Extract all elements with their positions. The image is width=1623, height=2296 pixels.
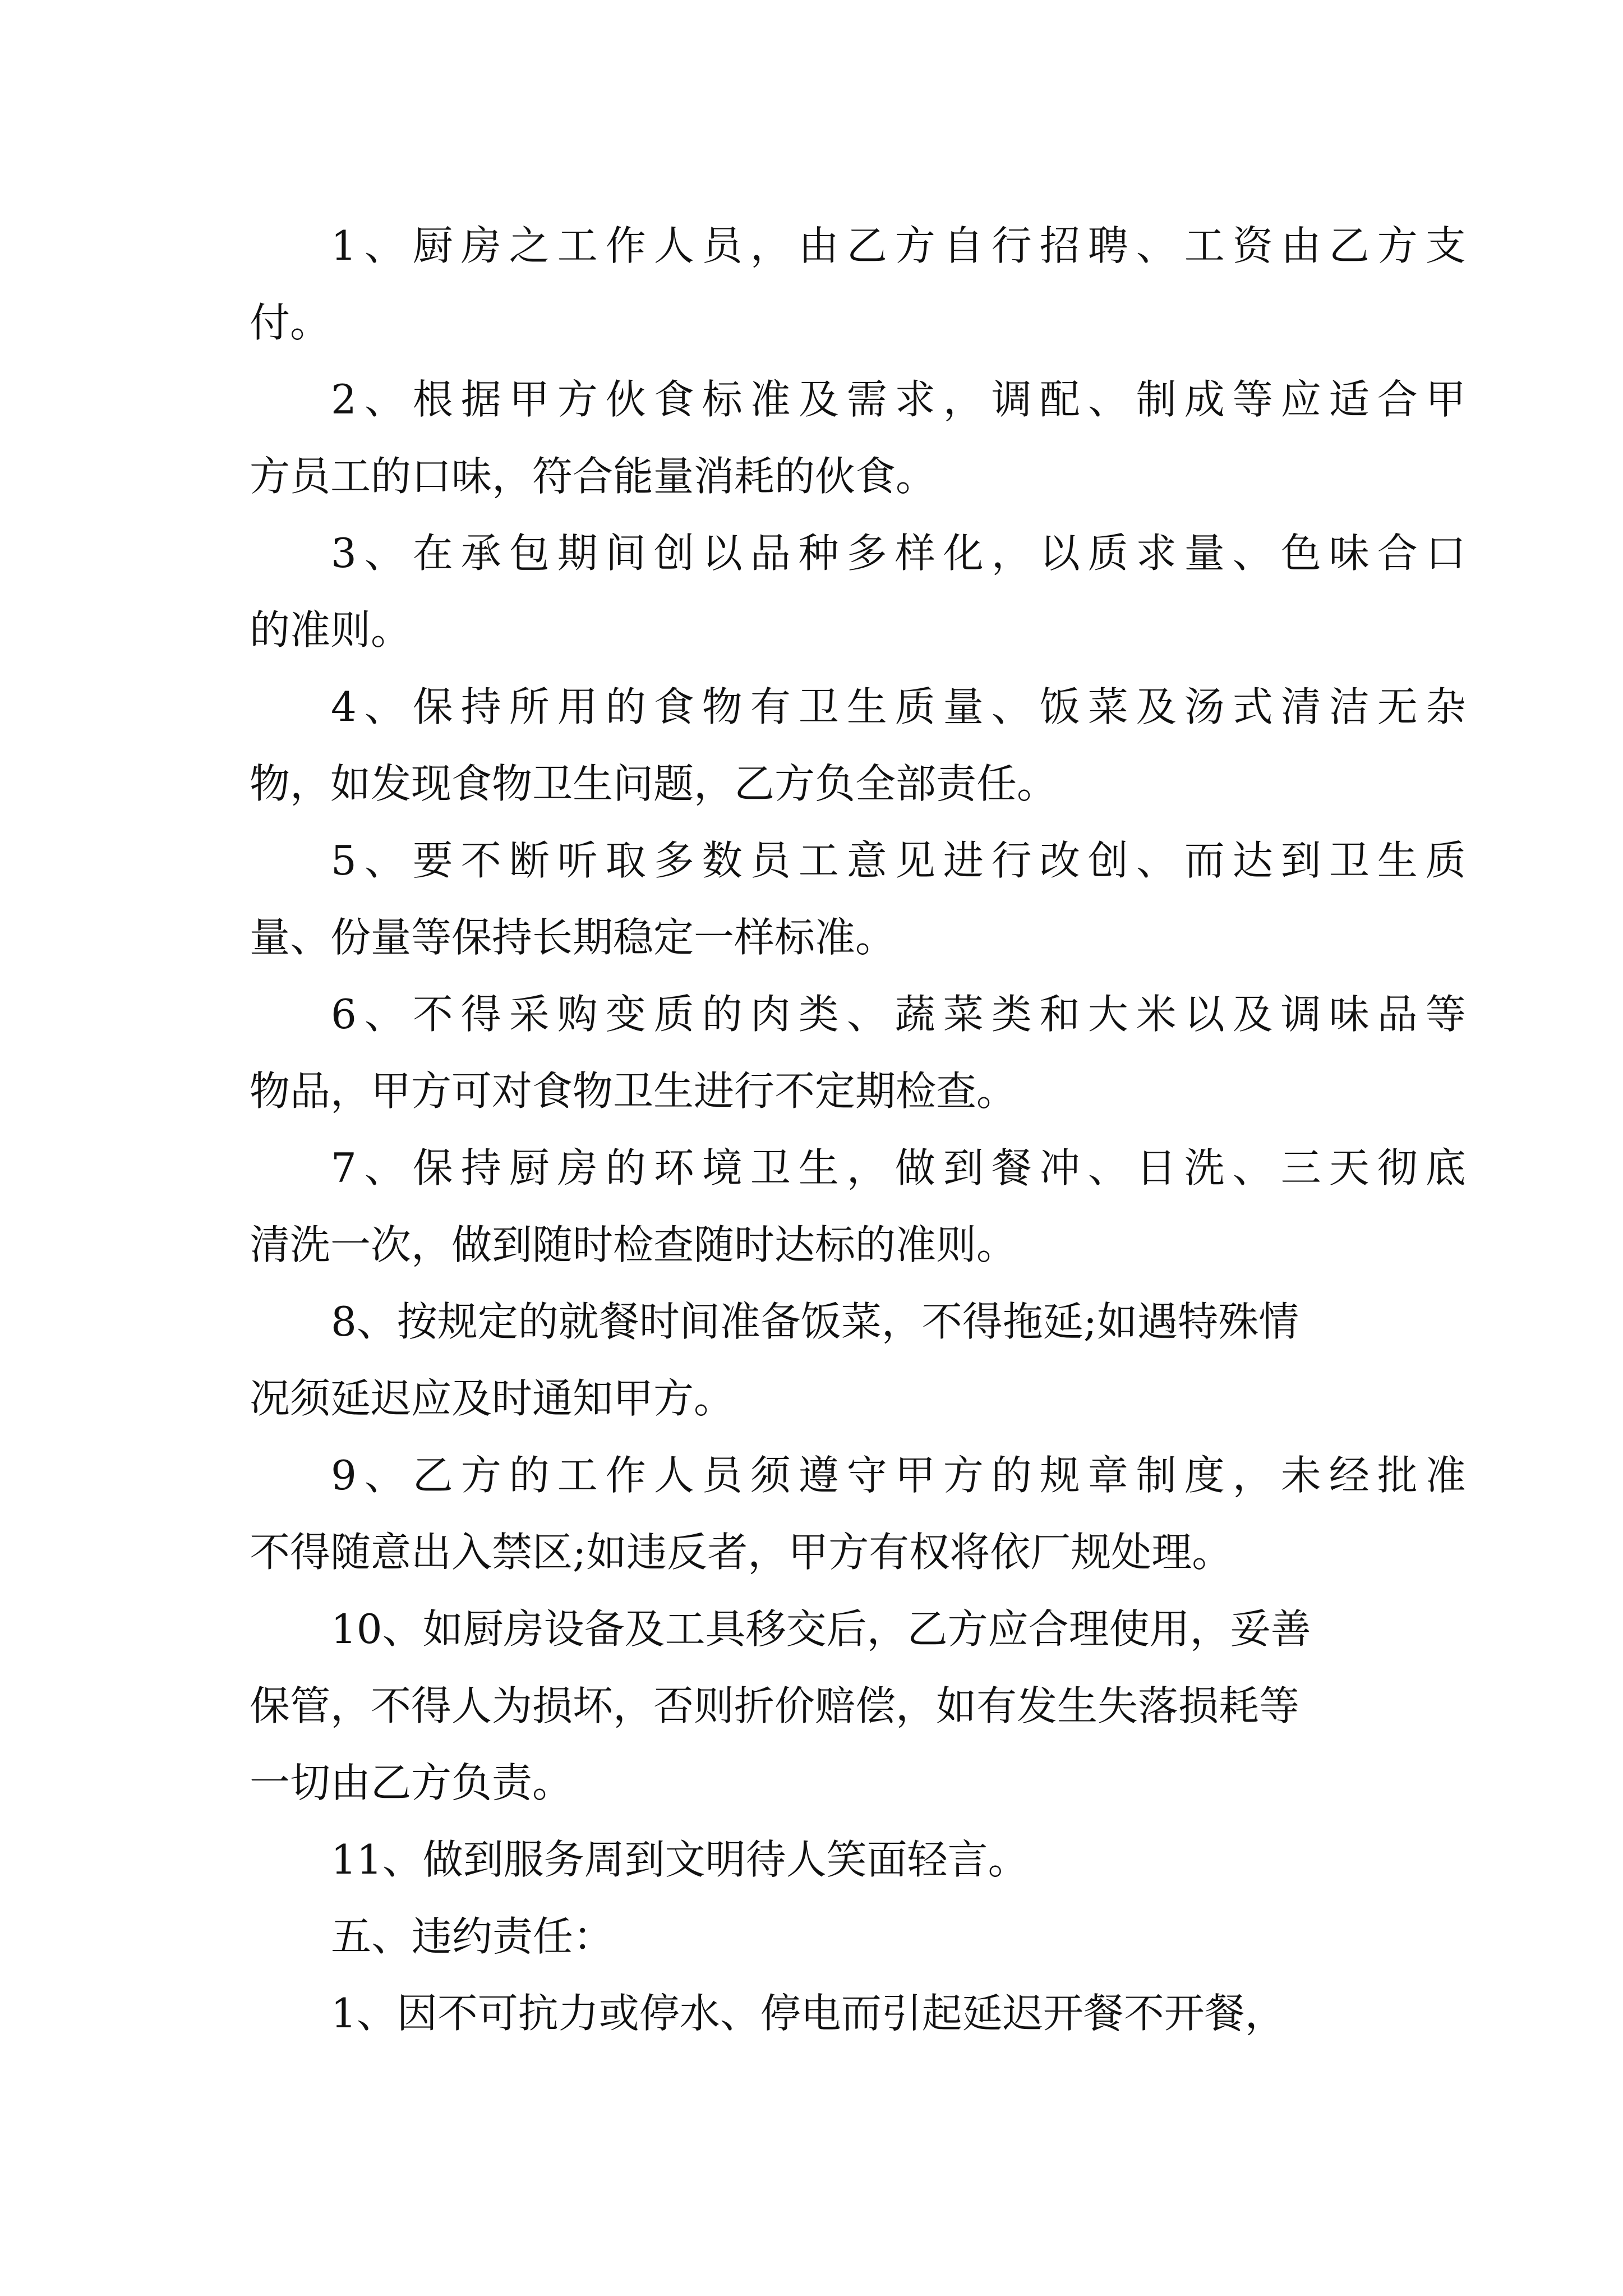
clause-11-line-1: 11、做到服务周到文明待人笑面轻言。 — [331, 1836, 1029, 1883]
clause-3-line-2: 的准则。 — [250, 606, 412, 654]
clause-7-line-1: 7、保持厨房的环境卫生，做到餐冲、日洗、三天彻底 — [331, 1144, 1474, 1191]
clause-8-line-1: 8、按规定的就餐时间准备饭菜，不得拖延;如遇特殊情 — [331, 1298, 1299, 1345]
clause-7-line-2: 清洗一次，做到随时检查随时达标的准则。 — [250, 1221, 1017, 1268]
clause-5-line-1: 5、要不断听取多数员工意见进行改创、而达到卫生质 — [331, 837, 1474, 884]
section-heading-breach: 五、违约责任： — [331, 1913, 614, 1960]
clause-2-line-2: 方员工的口味，符合能量消耗的伙食。 — [250, 453, 937, 500]
clause-2-line-1: 2、根据甲方伙食标准及需求，调配、制成等应适合甲 — [331, 376, 1474, 423]
clause-10-line-2: 保管，不得人为损坏，否则折价赔偿，如有发生失落损耗等 — [250, 1682, 1300, 1729]
clause-1-line-2: 付。 — [250, 299, 331, 346]
clause-10-line-3: 一切由乙方负责。 — [250, 1759, 573, 1806]
clause-10-line-1: 10、如厨房设备及工具移交后，乙方应合理使用，妥善 — [331, 1605, 1311, 1653]
clause-6-line-2: 物品，甲方可对食物卫生进行不定期检查。 — [250, 1068, 1017, 1115]
clause-1-line-1: 1、厨房之工作人员，由乙方自行招聘、工资由乙方支 — [331, 222, 1474, 269]
clause-5-line-2: 量、份量等保持长期稳定一样标准。 — [250, 914, 896, 961]
clause-6-line-1: 6、不得采购变质的肉类、蔬菜类和大米以及调味品等 — [331, 991, 1474, 1038]
clause-4-line-2: 物，如发现食物卫生问题，乙方负全部责任。 — [250, 760, 1058, 807]
clause-3-line-1: 3、在承包期间创以品种多样化，以质求量、色味合口 — [331, 530, 1474, 577]
clause-9-line-1: 9、乙方的工作人员须遵守甲方的规章制度，未经批准 — [331, 1452, 1474, 1499]
clause-4-line-1: 4、保持所用的食物有卫生质量、饭菜及汤式清洁无杂 — [331, 683, 1474, 730]
clause-9-line-2: 不得随意出入禁区;如违反者，甲方有权将依厂规处理。 — [250, 1529, 1233, 1576]
breach-clause-1-line-1: 1、因不可抗力或停水、停电而引起延迟开餐不开餐， — [331, 1990, 1285, 2037]
clause-8-line-2: 况须延迟应及时通知甲方。 — [250, 1375, 735, 1422]
